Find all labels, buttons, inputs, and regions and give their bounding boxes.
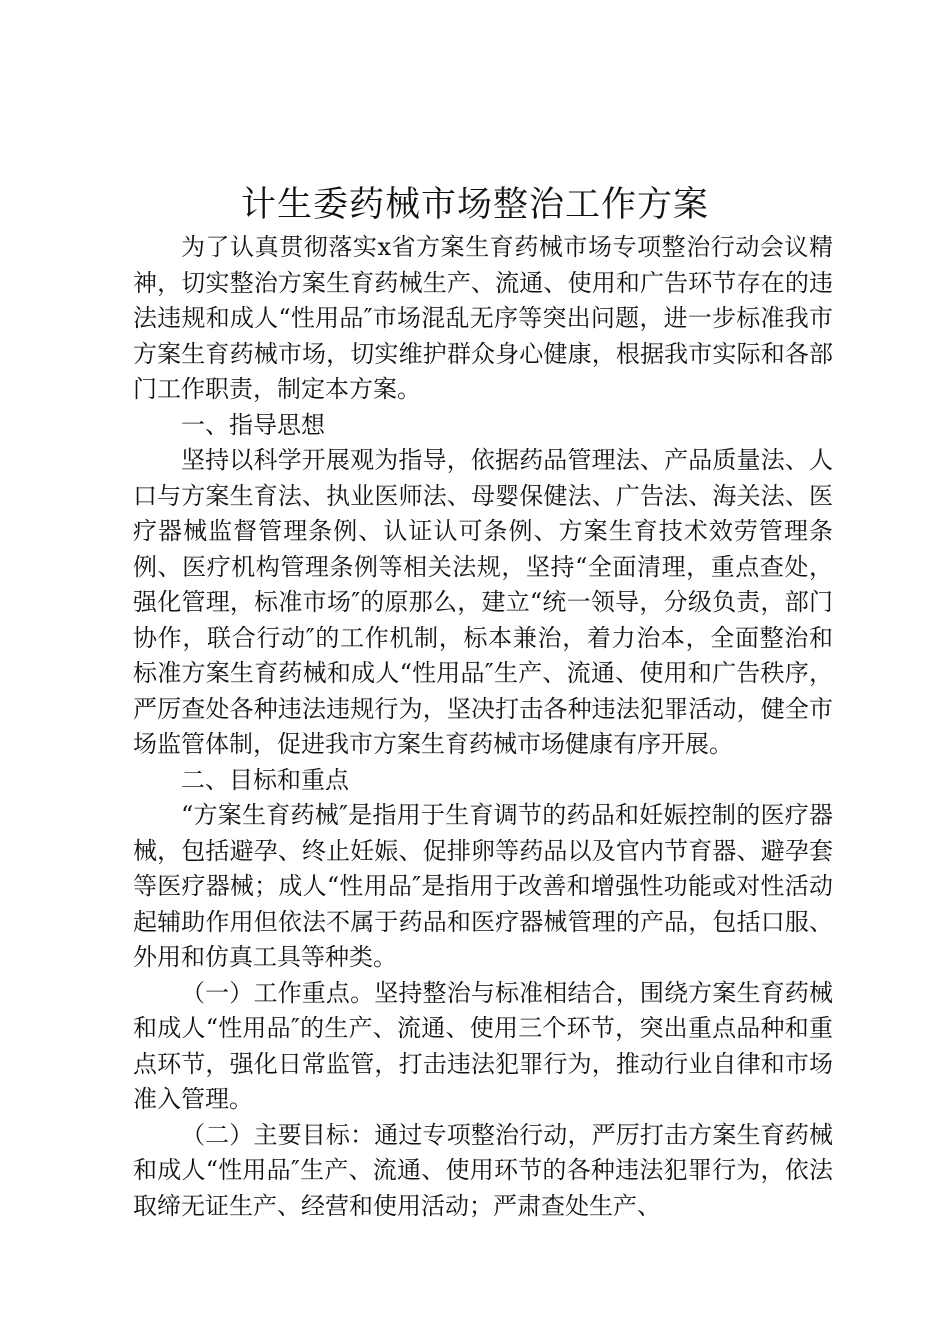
document-title: 计生委药械市场整治工作方案 <box>240 185 709 225</box>
section-heading-goals: 二、目标和重点 <box>181 765 349 794</box>
document-body <box>133 230 833 1224</box>
section-heading-guiding-ideology: 一、指导思想 <box>181 410 325 439</box>
intro-paragraph: 为了认真贯彻落实x省方案生育药械市场专项整治行动会议精神，切实整治方案生育药械生产、流通、使用和广告环节存在的违法违规和成人“性用品″市场混乱无序等突出问题，进一步标准我市方案生育药械市场，切实维护群众身心健康，根据我市实际和各部门工作职责，制定本方案。 <box>133 233 833 403</box>
main-goals-paragraph: （二）主要目标：通过专项整治行动，严厉打击方案生育药械和成人“性用品″生产、流通、使用环节的各种违法犯罪行为，依法取缔无证生产、经营和使用活动；严肃查处生产、 <box>133 1120 833 1220</box>
guiding-ideology-paragraph: 坚持以科学开展观为指导，依据药品管理法、产品质量法、人口与方案生育法、执业医师法、母婴保健法、广告法、海关法、医疗器械监督管理条例、认证认可条例、方案生育技术效劳管理条例、医疗机构管理条例等相关法规，坚持“全面清理，重点查处，强化管理，标准市场″的原那么，建立“统一领导，分级负责，部门协作，联合行动″的工作机制，标本兼治，着力治本，全面整治和标准方案生育药械和成人“性用品″生产、流通、使用和广告秩序，严厉查处各种违法违规行为，坚决打击各种违法犯罪活动，健全市场监管体制，促进我市方案生育药械市场健康有序开展。 <box>133 446 833 758</box>
work-focus-paragraph: （一）工作重点。坚持整治与标准相结合，围绕方案生育药械和成人“性用品″的生产、流通、使用三个环节，突出重点品种和重点环节，强化日常监管，打击违法犯罪行为，推动行业自律和市场准入管理。 <box>133 978 833 1113</box>
definitions-paragraph: “方案生育药械″是指用于生育调节的药品和妊娠控制的医疗器械，包括避孕、终止妊娠、促排卵等药品以及官内节育器、避孕套等医疗器械；成人“性用品″是指用于改善和增强性功能或对性活动起辅助作用但依法不属于药品和医疗器械管理的产品，包括口服、外用和仿真工具等种类。 <box>133 801 833 971</box>
